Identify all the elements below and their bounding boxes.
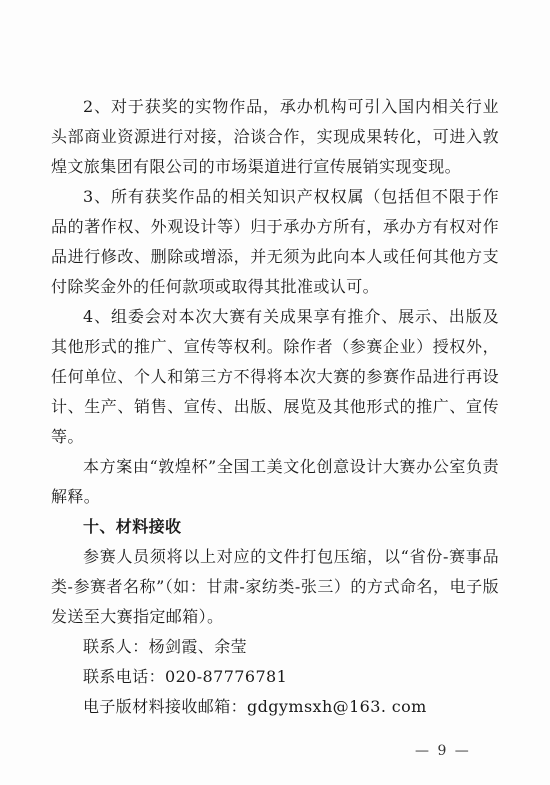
contact-email: 电子版材料接收邮箱：gdgymsxh@163. com bbox=[83, 697, 427, 716]
section-heading-materials: 十、材料接收 bbox=[83, 517, 182, 536]
paragraph-submission-instructions: 参赛人员须将以上对应的文件打包压缩，以“省份-赛事品类-参赛者名称”（如：甘肃-家纺类-张三）的方式命名，电子版发送至大赛指定邮箱）。 bbox=[51, 547, 499, 626]
document-body bbox=[51, 92, 499, 722]
paragraph-promotion-rights: 4、组委会对本次大赛有关成果享有推介、展示、出版及其他形式的推广、宣传等权利。除作者（参赛企业）授权外，任何单位、个人和第三方不得将本次大赛的参赛作品进行再设计、生产、销售、宣传、出版、展览及其他形式的推广、宣传等。 bbox=[51, 307, 499, 446]
paragraph-physical-works: 2、对于获奖的实物作品，承办机构可引入国内相关行业头部商业资源进行对接，洽谈合作，实现成果转化，可进入敦煌文旅集团有限公司的市场渠道进行宣传展销实现变现。 bbox=[51, 97, 499, 176]
contact-phone: 联系电话：020-87776781 bbox=[83, 667, 288, 686]
page-number: — 9 — bbox=[415, 743, 471, 759]
paragraph-interpretation: 本方案由“敦煌杯”全国工美文化创意设计大赛办公室负责解释。 bbox=[51, 457, 499, 506]
contact-people: 联系人：杨剑霞、余莹 bbox=[83, 637, 248, 656]
paragraph-ip-rights: 3、所有获奖作品的相关知识产权权属（包括但不限于作品的著作权、外观设计等）归于承办方所有，承办方有权对作品进行修改、删除或增添，并无须为此向本人或任何其他方支付除奖金外的任何款项或取得其批准或认可。 bbox=[51, 187, 499, 296]
